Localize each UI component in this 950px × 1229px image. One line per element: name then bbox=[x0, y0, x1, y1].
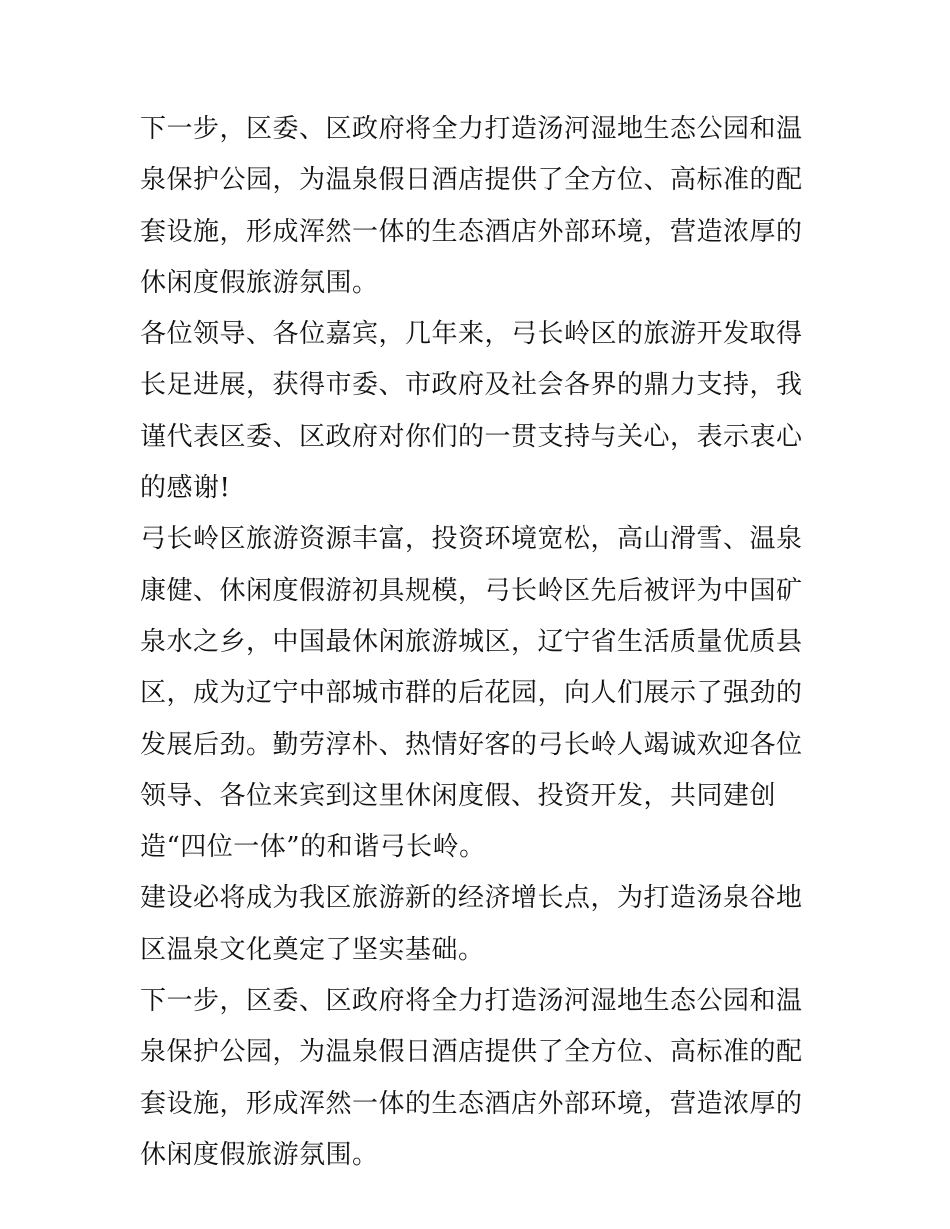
document-body bbox=[140, 104, 816, 1181]
paragraph-3: 弓长岭区旅游资源丰富，投资环境宽松，高山滑雪、温泉康健、休闲度假游初具规模，弓长岭区先后被评为中国矿泉水之乡，中国最休闲旅游城区，辽宁省生活质量优质县区，成为辽宁中部城市群的后花园，向人们展示了强劲的发展后劲。勤劳淳朴、热情好客的弓长岭人竭诚欢迎各位领导、各位来宾到这里休闲度假、投资开发，共同建创造“四位一体”的和谐弓长岭。 bbox=[140, 524, 803, 863]
paragraph-4: 建设必将成为我区旅游新的经济增长点，为打造汤泉谷地区温泉文化奠定了坚实基础。 bbox=[140, 883, 803, 965]
paragraph-1: 下一步，区委、区政府将全力打造汤河湿地生态公园和温泉保护公园，为温泉假日酒店提供了全方位、高标准的配套设施，形成浑然一体的生态酒店外部环境，营造浓厚的休闲度假旅游氛围。 bbox=[140, 114, 803, 298]
paragraph-5: 下一步，区委、区政府将全力打造汤河湿地生态公园和温泉保护公园，为温泉假日酒店提供了全方位、高标准的配套设施，形成浑然一体的生态酒店外部环境，营造浓厚的休闲度假旅游氛围。 bbox=[140, 986, 803, 1170]
paragraph-2: 各位领导、各位嘉宾，几年来，弓长岭区的旅游开发取得长足进展，获得市委、市政府及社会各界的鼎力支持，我谨代表区委、区政府对你们的一贯支持与关心，表示衷心的感谢! bbox=[140, 319, 803, 504]
